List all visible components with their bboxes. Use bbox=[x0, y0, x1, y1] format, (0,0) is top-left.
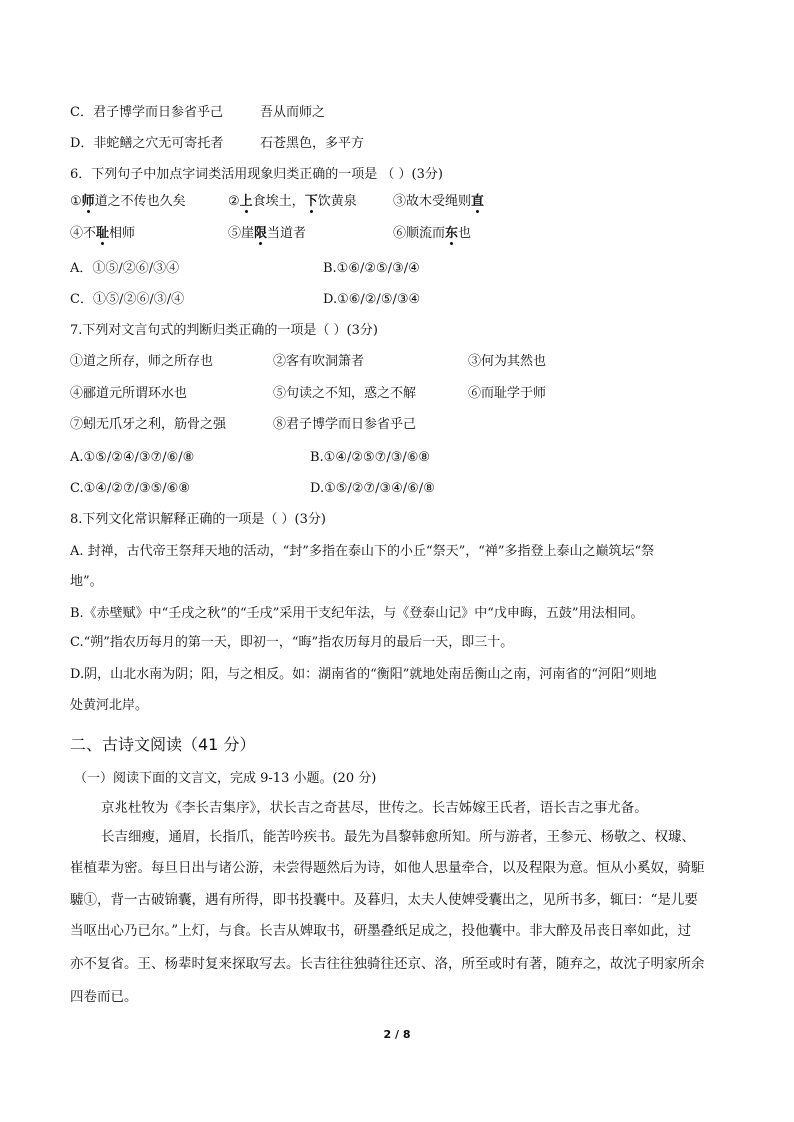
q6-option-a: A．①⑤/②⑥/③④ bbox=[70, 261, 180, 276]
q7-item-5: ⑤句读之不知，惑之不解 bbox=[273, 386, 417, 401]
q7-options-row2 bbox=[70, 480, 730, 500]
q7-item-1: ①道之所存，师之所存也 bbox=[70, 354, 214, 369]
q7-option-b: B.①④/②⑤⑦/③/⑥⑧ bbox=[310, 450, 431, 465]
passage-line-2: 崔植辈为密。每旦日出与诸公游，未尝得题然后为诗，如他人思量牵合，以及程限为意。恒从小奚奴，骑駏 bbox=[70, 860, 705, 876]
q8-option-d-line1: D.阴，山北水南为阴；阳，与之相反。如：湖南省的“衡阳”就地处南岳衡山之南，河南省的“河阳”则地 bbox=[70, 667, 657, 682]
passage-paragraph-1: 京兆杜牧为《李长吉集序》，状长吉之奇甚尽，世传之。长吉姊嫁王氏者，语长吉之事尤备。 bbox=[101, 800, 648, 816]
q5-option-d-pair: 石苍黑色，多平方 bbox=[260, 136, 365, 151]
q5-option-c-label: C．君子博学而日参省乎己 bbox=[70, 105, 223, 120]
q8-stem: 8.下列文化常识解释正确的一项是（ ）(3分) bbox=[70, 512, 326, 527]
q6-option-b: B.①⑥/②⑤/③/④ bbox=[323, 261, 420, 276]
q6-item-2: ②上食埃土，下饮黄泉 bbox=[228, 194, 357, 209]
q6-item-5: ⑤崖限当道者 bbox=[228, 226, 307, 241]
q5-option-c-pair: 吾从而师之 bbox=[260, 105, 326, 120]
q7-item-2: ②客有吹洞箫者 bbox=[273, 354, 365, 369]
q6-option-d: D.①⑥/②/⑤/③④ bbox=[323, 292, 421, 307]
q5-option-d bbox=[70, 135, 365, 153]
q8-option-d-line2: 处黄河北岸。 bbox=[70, 698, 149, 713]
section-2-part1-heading: （一）阅读下面的文言文，完成 9-13 小题。(20 分) bbox=[74, 771, 377, 786]
q8-option-b: B.《赤壁赋》中“壬戌之秋”的“壬戌”采用干支纪年法，与《登泰山记》中“戊申晦，五鼓”用法相同。 bbox=[70, 606, 644, 621]
q6-item-3: ③故木受绳则直 bbox=[393, 194, 485, 209]
q6-item-4: ④不耻相师 bbox=[70, 226, 136, 241]
q7-item-3: ③何为其然也 bbox=[468, 354, 547, 369]
q7-item-6: ⑥而耻学于师 bbox=[468, 386, 547, 401]
q7-options-row1 bbox=[70, 449, 730, 469]
page-number: 2 / 8 bbox=[383, 1028, 411, 1041]
q8-option-c: C.“朔”指农历每月的第一天，即初一，“晦”指农历每月的最后一天，即三十。 bbox=[70, 635, 514, 650]
q6-items-row1 bbox=[70, 193, 730, 213]
passage-line-1: 长吉细瘦，通眉，长指爪，能苦吟疾书。最先为昌黎韩愈所知。所与游者，王参元、杨敬之、权璩、 bbox=[101, 829, 695, 845]
q6-item-6: ⑥顺流而东也 bbox=[393, 226, 472, 241]
q7-items-row3 bbox=[70, 416, 730, 436]
q7-item-8: ⑧君子博学而日参省乎己 bbox=[273, 417, 417, 432]
q7-option-c: C.①④/②⑦/③⑤/⑥⑧ bbox=[70, 481, 190, 496]
q5-option-c bbox=[70, 104, 326, 122]
q6-items-row2 bbox=[70, 225, 730, 245]
q6-options-row2 bbox=[70, 291, 730, 311]
q7-option-a: A.①⑤/②④/③⑦/⑥/⑧ bbox=[70, 450, 195, 465]
q7-item-7: ⑦蚓无爪牙之利，筋骨之强 bbox=[70, 417, 227, 432]
passage-line-6: 四卷而已。 bbox=[70, 989, 138, 1005]
q7-items-row1 bbox=[70, 353, 730, 373]
q6-item-1: ①师道之不传也久矣 bbox=[70, 194, 186, 209]
q7-items-row2 bbox=[70, 385, 730, 405]
passage-line-4: 当呕出心乃已尔。”上灯，与食。长吉从婢取书，研墨叠纸足成之，投他囊中。非大醉及吊丧日率如此，过 bbox=[70, 923, 692, 939]
q6-option-c: C．①⑤/②⑥/③/④ bbox=[70, 292, 185, 307]
q7-item-4: ④郦道元所谓环水也 bbox=[70, 386, 188, 401]
q8-option-a-line1: A. 封禅，古代帝王祭拜天地的活动，“封”多指在泰山下的小丘“祭天”，“禅”多指登上泰山之巅筑坛“祭 bbox=[70, 544, 655, 559]
section-2-title: 二、古诗文阅读（41 分） bbox=[70, 735, 256, 754]
q6-stem: 6．下列句子中加点字词类活用现象归类正确的一项是 （ ）(3分) bbox=[70, 167, 443, 182]
q5-option-d-label: D．非蛇鳝之穴无可寄托者 bbox=[70, 136, 224, 151]
q7-stem: 7.下列对文言句式的判断归类正确的一项是（ ）(3分) bbox=[70, 323, 378, 338]
passage-line-3: 驉①，背一古破锦囊，遇有所得，即书投囊中。及暮归，太夫人使婢受囊出之，见所书多，辄曰：“是儿要 bbox=[70, 892, 698, 908]
q7-option-d: D.①⑤/②⑦/③④/⑥/⑧ bbox=[310, 481, 435, 496]
q6-options-row1 bbox=[70, 260, 730, 280]
passage-line-5: 亦不复省。王、杨辈时复来探取写去。长吉往往独骑往还京、洛，所至或时有著，随弃之，故沈子明家所余 bbox=[70, 956, 705, 972]
q8-option-a-line2: 地”。 bbox=[70, 574, 103, 589]
